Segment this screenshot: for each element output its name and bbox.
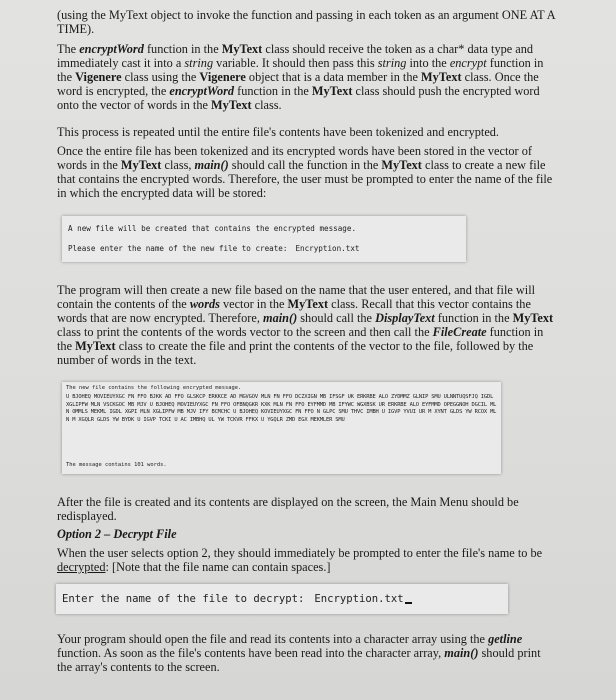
- styled-term: encryptWord: [79, 42, 144, 56]
- console-prompt-line: [68, 244, 359, 253]
- decrypt-prompt-paragraph: When the user selects option 2, they should immediately be prompted to enter the file's name to be decrypted: [Note that the file name can contain spaces.]: [57, 546, 543, 574]
- intro-paragraph: (using the MyText object to invoke the function and passing in each token as an argument ONE AT A TIME).: [57, 8, 555, 36]
- styled-term: MyText: [221, 42, 263, 56]
- styled-term: MyText: [75, 339, 116, 353]
- styled-term: string: [184, 56, 214, 70]
- decrypt-prompt-label: Enter the name of the file to decrypt:: [62, 593, 305, 605]
- styled-term: encryptWord: [169, 84, 235, 98]
- after-file-paragraph: After the file is created and its contents are displayed on the screen, the Main Menu should be redisplayed.: [57, 495, 519, 523]
- styled-term: FileCreate: [432, 325, 487, 339]
- styled-term: getline: [488, 632, 523, 646]
- styled-term: decrypted: [57, 560, 106, 574]
- console-prompt-label: Please enter the name of the new file to create:: [68, 244, 288, 253]
- styled-term: Vigenere: [75, 70, 122, 84]
- styled-term: MyText: [287, 297, 329, 311]
- styled-term: MyText: [512, 311, 554, 325]
- styled-term: MyText: [421, 70, 462, 84]
- encrypted-text: U BJOHEQ MOVIEUYXGC FN FFO BJKK AD FFO GLSKCP ERKKCE AD MGVGOV MLN FN FFO DCZXIGN MB IFSGF UK ERKRBE ALO ZYDMMZ GLNIP SMU ULNNTUQSFJQ IGDL XGLIPFW MLN VSCKGOC MB MJV U BJOHEQ MOVIEUYXGC FN FFO OFBNQGKR KXK MLN FN FFO EYFMMD MB IFYWC WGXBSK UR ERKRBE ALO EYFMMD OPEGGNOH DGCIL MLN OMMLS MEKML IGDL XGPI MLN XGLIPFW MB MJV IFY BCMCHC U BJOHEQ KOVIEUYXGC FN FFO N GLPC SMU THVC IMBH U IGVP YVUI UR M XYNT GLDS YW RCOX MLN M XGQLR GLDS YW BYDK U IGVP TCKI U AC IMBHQ UL YW TCKVR FFKX U YGQLR ZMD EGX MEKMLER SMU: [66, 394, 497, 423]
- styled-term: main(): [194, 158, 229, 172]
- console-input-value: Encryption.txt: [295, 244, 360, 253]
- styled-term: MyText: [311, 84, 353, 98]
- create-file-paragraph: Once the entire file has been tokenized and its encrypted words have been stored in the vector of words in the MyText class, main() should call the function in the MyText class to create a new file that contains the encrypted words. Therefore, the user must be prompted to enter the name of the file in which the encrypted data will be stored:: [57, 144, 553, 200]
- program-create-paragraph: The program will then create a new file based on the name that the user entered, and that file will contain the contents of the words vector in the MyText class. Recall that this vector contains the words that are now encrypted. Therefore, main() should call the DisplayText function in the MyText class to print the contents of the words vector to the screen and then call the FileCreate function in the MyText class to create the file and print the contents of the vector to the file, followed by the number of words in the text.: [57, 283, 554, 367]
- styled-term: main(): [263, 311, 298, 325]
- styled-term: words: [189, 297, 220, 311]
- word-count-line: The message contains 101 words.: [66, 462, 167, 468]
- styled-term: MyText: [381, 158, 422, 172]
- console-message-line: A new file will be created that contains the encrypted message.: [68, 224, 357, 233]
- styled-term: MyText: [120, 158, 162, 172]
- styled-term: encrypt: [449, 56, 487, 70]
- getline-paragraph: Your program should open the file and read its contents into a character array using the getline function. As soon as the file's contents have been read into the character array, main() should print the array's contents to the screen.: [57, 632, 541, 674]
- styled-term: string: [377, 56, 407, 70]
- decrypt-input-value: Encryption.txt: [314, 593, 404, 605]
- encrypted-header-line: The new file contains the following encrypted message.: [66, 385, 242, 391]
- decrypt-prompt-line: [62, 593, 412, 605]
- console-output-encrypted-message: [62, 382, 501, 474]
- styled-term: Vigenere: [199, 70, 246, 84]
- styled-term: MyText: [211, 98, 252, 112]
- console-output-create-file: [62, 216, 466, 262]
- console-output-decrypt-prompt: [56, 584, 508, 614]
- styled-term: DisplayText: [375, 311, 435, 325]
- option2-heading: Option 2 – Decrypt File: [57, 527, 177, 541]
- encrypt-word-paragraph: The encryptWord function in the MyText class should receive the token as a char* data type and immediately cast it into a string variable. It should then pass this string into the encrypt function in the Vigenere class using the Vigenere object that is a data member in the MyText class. Once the word is encrypted, the encryptWord function in the MyText class should push the encrypted word onto the vector of words in the MyText class.: [57, 42, 544, 112]
- repeat-paragraph: This process is repeated until the entire file's contents have been tokenized and encrypted.: [57, 125, 500, 139]
- styled-term: main(): [444, 646, 479, 660]
- text-cursor-icon: [405, 602, 412, 604]
